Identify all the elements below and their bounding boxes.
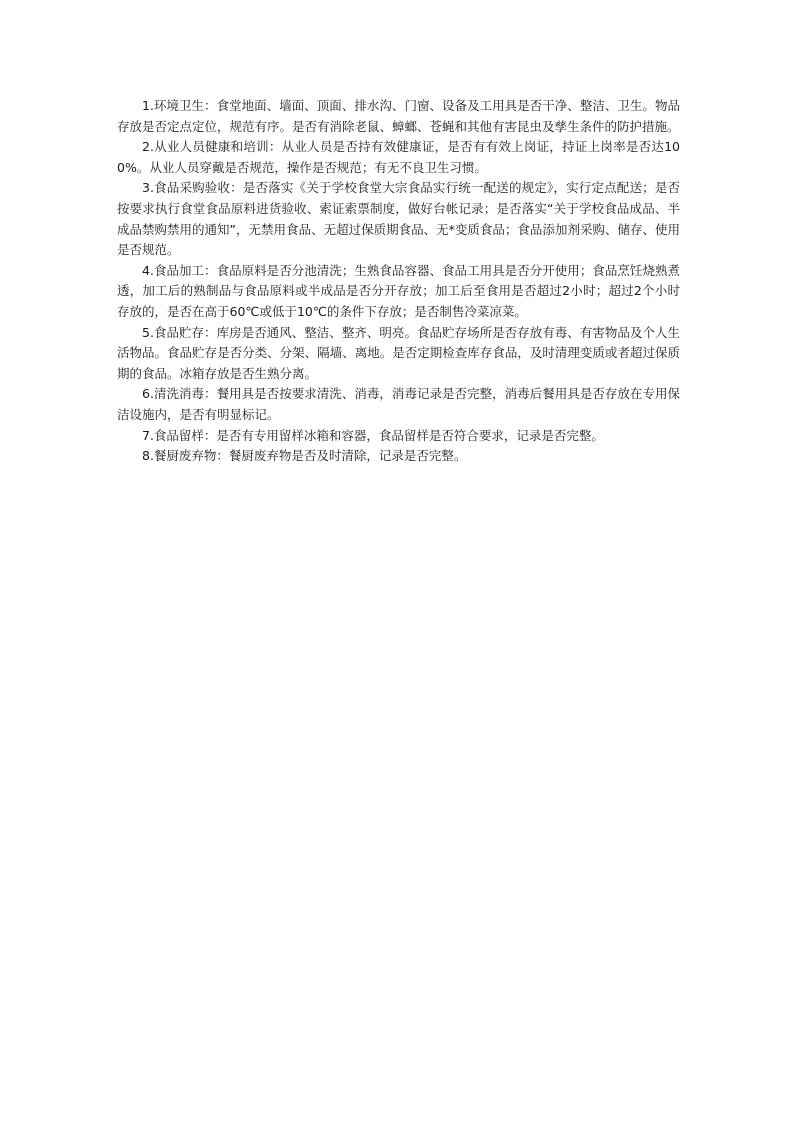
paragraph-food-sampling: 7.食品留样：是否有专用留样冰箱和容器，食品留样是否符合要求，记录是否完整。	[142, 427, 604, 443]
paragraph-environment-hygiene: 1.环境卫生：食堂地面、墙面、顶面、排水沟、门窗、设备及工用具是否干净、整洁、卫生。物品存放是否定点定位，规范有序。是否有消除老鼠、蟑螂、苍蝇和其他有害昆虫及孳生条件的防护措施。	[117, 98, 680, 134]
paragraph-staff-health-training: 2.从业人员健康和培训：从业人员是否持有效健康证，是否有有效上岗证，持证上岗率是否达100%。从业人员穿戴是否规范，操作是否规范；有无不良卫生习惯。	[117, 139, 680, 175]
paragraph-food-storage: 5.食品贮存：库房是否通风、整洁、整齐、明亮。食品贮存场所是否存放有毒、有害物品及个人生活物品。食品贮存是否分类、分架、隔墙、离地。是否定期检查库存食品，及时清理变质或者超过保质期的食品。冰箱存放是否生熟分离。	[117, 324, 680, 381]
paragraph-kitchen-waste: 8.餐厨废弃物：餐厨废弃物是否及时清除，记录是否完整。	[142, 448, 467, 464]
paragraph-food-procurement: 3.食品采购验收：是否落实《关于学校食堂大宗食品实行统一配送的规定》，实行定点配送；是否按要求执行食堂食品原料进货验收、索证索票制度，做好台帐记录；是否落实“关于学校食品成品、半成品禁购禁用的通知”，无禁用食品、无超过保质期食品、无*变质食品；食品添加剂采购、储存、使用是否规范。	[117, 180, 680, 258]
document-body	[117, 96, 680, 467]
paragraph-food-processing: 4.食品加工：食品原料是否分池清洗；生熟食品容器、食品工用具是否分开使用；食品烹饪烧熟煮透，加工后的熟制品与食品原料或半成品是否分开存放；加工后至食用是否超过2小时；超过2个小时存放的，是否在高于60℃或低于10℃的条件下存放；是否制售冷菜凉菜。	[117, 262, 680, 319]
paragraph-cleaning-disinfection: 6.清洗消毒：餐用具是否按要求清洗、消毒，消毒记录是否完整，消毒后餐用具是否存放在专用保洁设施内，是否有明显标记。	[117, 386, 680, 422]
